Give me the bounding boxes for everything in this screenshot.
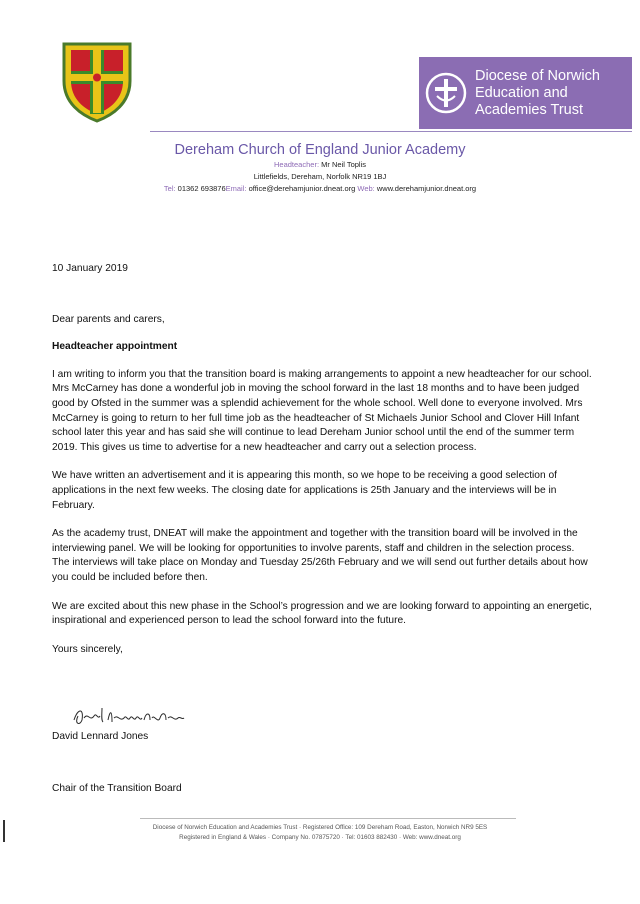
letter-body bbox=[52, 262, 592, 657]
headteacher-line: Headteacher: Mr Neil Toplis bbox=[274, 160, 366, 169]
letter-greeting: Dear parents and carers, bbox=[52, 313, 165, 325]
signer-role: Chair of the Transition Board bbox=[52, 783, 182, 794]
school-crest-logo bbox=[61, 41, 133, 123]
letter-paragraph: We have written an advertisement and it is appearing this month, so we hope to be receiving a good selection of applications in the next few weeks. The closing date for applications is 25th January and the interviews will be in February. bbox=[52, 470, 557, 511]
letter-date: 10 January 2019 bbox=[52, 263, 128, 274]
letter-heading: Headteacher appointment bbox=[52, 341, 178, 353]
signer-name: David Lennard Jones bbox=[52, 731, 149, 742]
diocese-name: Diocese of Norwich Education and Academies Trust bbox=[475, 67, 600, 118]
header-divider bbox=[150, 131, 632, 132]
diocese-cross-icon bbox=[425, 72, 467, 114]
footer-line-2: Registered in England & Wales · Company No. 07875720 · Tel: 01603 882430 · Web: www.dneat.org bbox=[179, 834, 461, 841]
school-address: Littlefields, Dereham, Norfolk NR19 1BJ bbox=[253, 172, 387, 181]
letter-paragraph: As the academy trust, DNEAT will make the appointment and together with the transition board will be involved in the interviewing panel. We will be looking for opportunities to involve parents, staff and children in the selection process. The interviews will take place on Monday and Tuesday 25/26th February and we will send out further details about how you could be included before then. bbox=[52, 528, 588, 583]
contact-line: Tel: 01362 693876Email: office@derehamjunior.dneat.org Web: www.derehamjunior.dneat.org bbox=[163, 184, 477, 193]
email-link[interactable]: office@derehamjunior.dneat.org bbox=[248, 184, 356, 193]
diocese-banner bbox=[419, 57, 632, 129]
school-name: Dereham Church of England Junior Academy bbox=[174, 142, 466, 158]
letter-paragraph: We are excited about this new phase in the School’s progression and we are looking forward to appointing an energetic, inspirational and experienced person to lead the school forward into the future. bbox=[52, 600, 592, 627]
letter-paragraph: I am writing to inform you that the transition board is making arrangements to appoint a new headteacher for our school. Mrs McCarney has done a wonderful job in moving the school forward in the last 18 months and to have been judged good by Ofsted in the summer was a splendid achievement for the whole school. Well done to everyone involved. Mrs McCarney is going to return to her full time job as the headteacher of St Michaels Junior School and Clover Hill Infant school later this year and has said she will continue to lead Dereham Junior school until the end of the summer term 2019. This gives us time to advertise for a new headteacher and carry out a selection process. bbox=[52, 368, 592, 453]
web-link[interactable]: www.derehamjunior.dneat.org bbox=[376, 184, 477, 193]
footer-divider bbox=[140, 818, 516, 819]
footer-line-1: Diocese of Norwich Education and Academies Trust · Registered Office: 109 Dereham Road, Easton, Norwich NR9 5ES bbox=[152, 824, 488, 831]
letter-closing: Yours sincerely, bbox=[52, 643, 123, 655]
handwritten-signature bbox=[70, 700, 210, 732]
